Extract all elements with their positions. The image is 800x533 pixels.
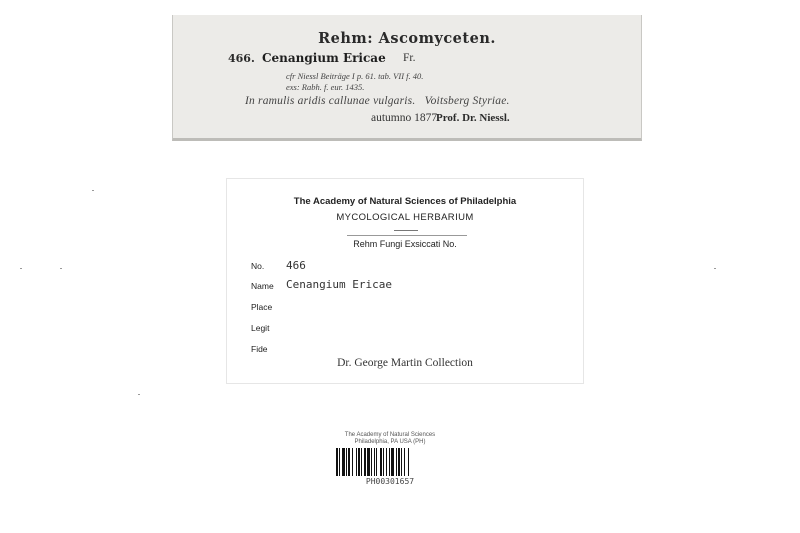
- barcode-bar: [391, 448, 394, 476]
- exsiccata-date: autumno 1877.: [371, 112, 440, 124]
- barcode-bar: [361, 448, 362, 476]
- exsiccata-header: Rehm: Ascomyceten.: [318, 30, 496, 47]
- barcode-bar: [371, 448, 372, 476]
- exsiccata-author: Fr.: [403, 52, 416, 64]
- barcode-bar: [383, 448, 384, 476]
- barcode-institution-line-2: Philadelphia, PA USA (PH): [354, 439, 426, 445]
- barcode-bar: [389, 448, 390, 476]
- exsiccata-reference-2: exs: Rabh. f. eur. 1435.: [286, 82, 365, 92]
- exsiccata-habitat: In ramulis aridis callunae vulgaris. Voitsberg Styriae.: [245, 95, 510, 107]
- barcode-bar: [367, 448, 370, 476]
- barcode-bar: [380, 448, 382, 476]
- barcode-bar: [339, 448, 340, 476]
- series-title: Rehm Fungi Exsiccati No.: [353, 239, 457, 249]
- barcode-bar: [356, 448, 357, 476]
- barcode-bar: [404, 448, 405, 476]
- field-name-label: Name: [251, 281, 274, 291]
- exsiccata-taxon: Cenangium Ericae: [262, 51, 386, 65]
- speck: [714, 268, 716, 269]
- divider: [394, 230, 418, 231]
- field-no-value: 466: [286, 259, 306, 272]
- exsiccata-label: [172, 15, 642, 141]
- barcode-bar: [352, 448, 353, 476]
- barcode-bar: [342, 448, 345, 476]
- barcode-bar: [336, 448, 338, 476]
- collection-footer: Dr. George Martin Collection: [337, 357, 473, 369]
- field-fide-label: Fide: [251, 344, 268, 354]
- barcode-bar: [386, 448, 387, 476]
- field-legit-label: Legit: [251, 323, 270, 333]
- speck: [60, 268, 62, 269]
- barcode-bar: [348, 448, 350, 476]
- herbarium-label: [226, 178, 584, 384]
- herbarium-name: MYCOLOGICAL HERBARIUM: [336, 212, 474, 223]
- divider: [347, 235, 467, 236]
- speck: [92, 190, 94, 191]
- barcode-bar: [396, 448, 397, 476]
- field-name-value: Cenangium Ericae: [286, 278, 392, 291]
- specimen-barcode: [330, 432, 450, 486]
- barcode-bar: [346, 448, 347, 476]
- speck: [20, 268, 22, 269]
- barcode-bar: [376, 448, 377, 476]
- barcode-number: PH00301657: [365, 477, 415, 486]
- barcode-bar: [398, 448, 400, 476]
- field-place-label: Place: [251, 302, 273, 312]
- field-no-label: No.: [251, 261, 265, 271]
- barcode-bar: [408, 448, 409, 476]
- barcode-bar: [364, 448, 366, 476]
- institution-name: The Academy of Natural Sciences of Philadelphia: [293, 196, 517, 207]
- exsiccata-collector: Prof. Dr. Niessl.: [436, 112, 510, 124]
- exsiccata-number: 466.: [228, 52, 255, 65]
- barcode-bar: [374, 448, 375, 476]
- barcode-bar: [401, 448, 402, 476]
- barcode-bars: [334, 448, 446, 476]
- barcode-institution-line-1: The Academy of Natural Sciences: [344, 432, 436, 438]
- speck: [138, 394, 140, 395]
- exsiccata-reference-1: cfr Niessl Beiträge I p. 61. tab. VII f. 40.: [286, 71, 424, 81]
- barcode-bar: [358, 448, 360, 476]
